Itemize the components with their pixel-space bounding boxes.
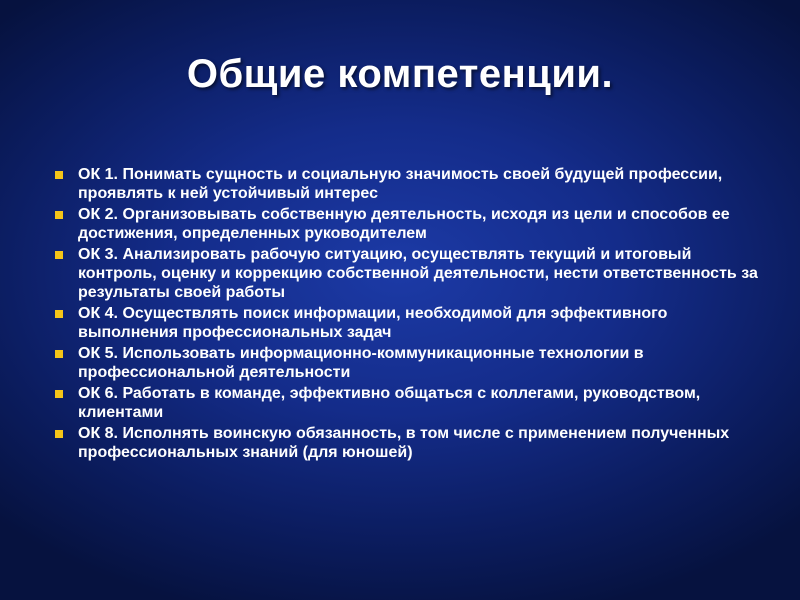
list-item-text: ОК 5. Использовать информационно-коммуникационные технологии в профессиональной деятельности: [78, 345, 644, 381]
list-item-text: ОК 1. Понимать сущность и социальную значимость своей будущей профессии, проявлять к ней устойчивый интерес: [78, 166, 723, 202]
list-item: [50, 344, 762, 382]
list-item-text: ОК 4. Осуществлять поиск информации, необходимой для эффективного выполнения профессиональных задач: [78, 305, 668, 341]
slide-title: Общие компетенции.: [186, 52, 614, 96]
square-bullet-icon: [55, 430, 63, 438]
square-bullet-icon: [55, 350, 63, 358]
competency-list: [50, 165, 762, 464]
square-bullet-icon: [55, 390, 63, 398]
square-bullet-icon: [55, 251, 63, 259]
square-bullet-icon: [55, 310, 63, 318]
square-bullet-icon: [55, 171, 63, 179]
square-bullet-icon: [55, 211, 63, 219]
list-item: [50, 304, 762, 342]
list-item: [50, 205, 762, 243]
list-item: [50, 165, 762, 203]
list-item-text: ОК 6. Работать в команде, эффективно общаться с коллегами, руководством, клиентами: [78, 385, 701, 421]
list-item: [50, 424, 762, 462]
list-item-text: ОК 8. Исполнять воинскую обязанность, в том числе с применением полученных профессиональных знаний (для юношей): [78, 425, 730, 461]
list-item-text: ОК 2. Организовывать собственную деятельность, исходя из цели и способов ее достижения, определенных руководителем: [78, 206, 730, 242]
list-item-text: ОК 3. Анализировать рабочую ситуацию, осуществлять текущий и итоговый контроль, оценку и коррекцию собственной деятельности, нести ответственность за результаты своей работы: [78, 246, 758, 301]
list-item: [50, 384, 762, 422]
list-item: [50, 245, 762, 302]
